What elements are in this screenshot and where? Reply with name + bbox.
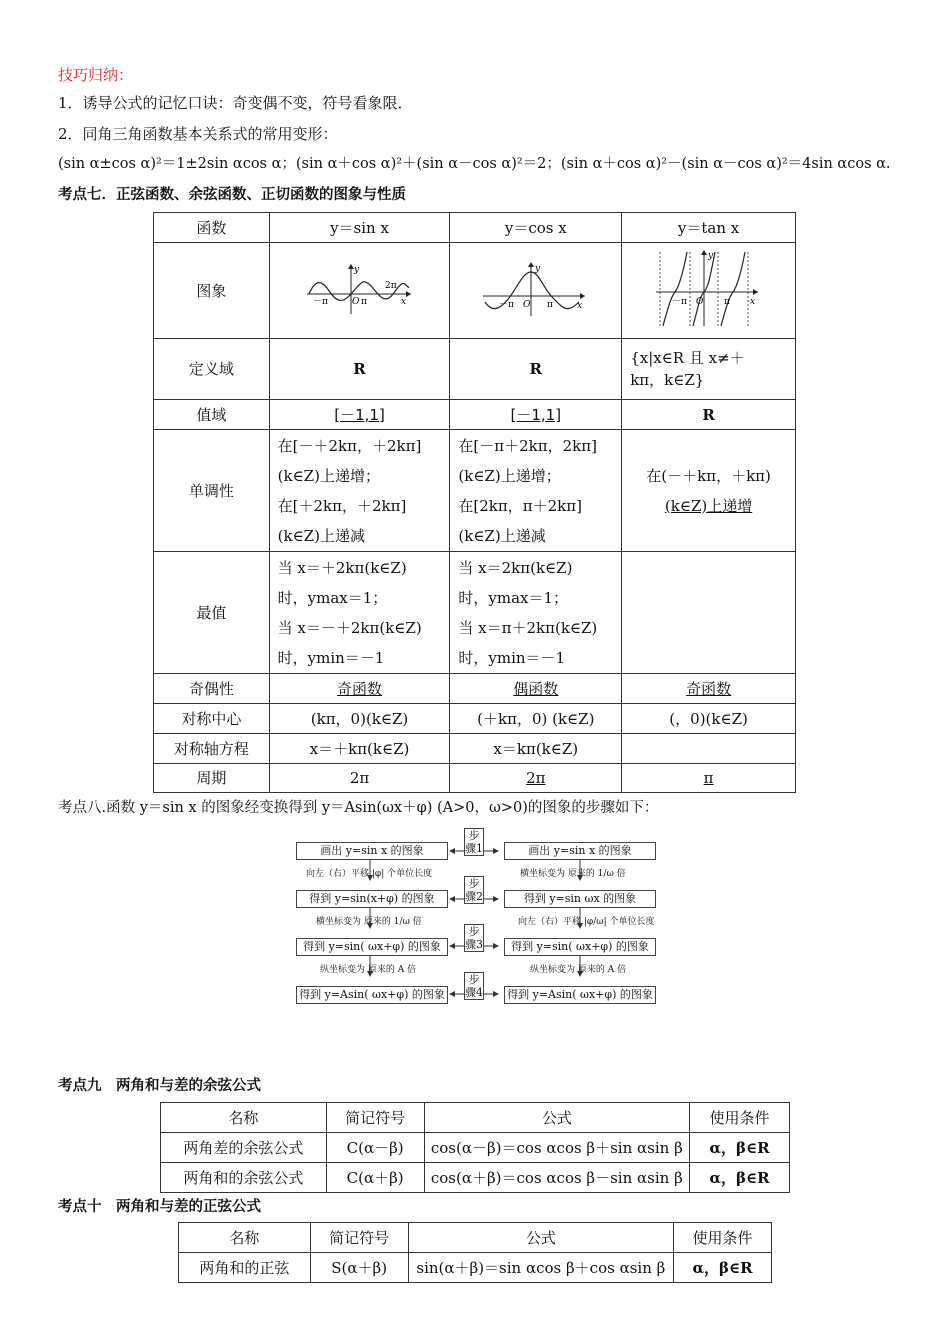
sin-pi-label: π [360,296,367,307]
sin-center: (kπ，0)(k∈Z) [269,704,450,734]
row-parity-label: 奇偶性 [154,674,270,704]
s9-row2-name: 两角和的余弦公式 [161,1163,327,1193]
tips-formula: (sin α±cos α)²＝1±2sin αcos α；(sin α＋cos α)²＋(sin α－cos α)²＝2；(sin α＋cos α)²－(sin α－cos α)²＝4sin αcos α. [58,156,891,172]
tan-domain [622,339,796,400]
sine-sum-table [178,1222,772,1283]
cos-domain: R [450,339,622,400]
tan-period: π [622,764,796,793]
sin-axis: x＝＋kπ(k∈Z) [269,734,450,764]
row-center-label: 对称中心 [154,704,270,734]
sin-graph-cell [269,243,450,339]
section8-title: 考点八.函数 y＝sin x 的图象经变换得到 y＝Asin(ωx＋φ) (A>0，ω>0)的图象的步骤如下： [58,800,659,816]
transformation-flowchart [292,826,664,1018]
s9-header-symbol: 简记符号 [326,1103,424,1133]
s9-header-name: 名称 [161,1103,327,1133]
left-note1: 向左（右）平移 |φ| 个单位长度 [306,869,433,879]
tan-y-label: y [707,250,713,261]
tan-pi-label: π [723,296,730,307]
row-period-label: 周期 [154,764,270,793]
right-note1: 横坐标变为 原来的 1/ω 倍 [520,869,626,879]
row-range-label: 值域 [154,400,270,430]
s9-row2-condition: α，β∈R [690,1163,790,1193]
cos-max-line4: 时，ymin＝－1 [458,648,566,667]
s9-row1-symbol: C(α－β) [326,1133,424,1163]
tan-graph-cell [622,243,796,339]
tan-origin-label: O [695,296,703,307]
cos-axis: x＝kπ(k∈Z) [450,734,622,764]
tan-range: R [622,400,796,430]
s10-header-name: 名称 [179,1223,311,1253]
cos-y-label: y [534,263,540,274]
sin-origin-label: O [351,296,359,307]
section7-title: 考点七．正弦函数、余弦函数、正切函数的图象与性质 [58,187,406,203]
tangent-graph [654,248,764,328]
step3-label: 步骤3 [465,925,483,951]
step1-label: 步骤1 [465,829,483,855]
cos-period: 2π [450,764,622,793]
sin-extrema [269,552,450,674]
s10-row1-name: 两角和的正弦 [179,1253,311,1283]
sin-mono-line4: (k∈Z)上递减 [277,526,365,545]
step4-label: 步骤4 [465,973,483,999]
s10-row1-symbol: S(α＋β) [310,1253,408,1283]
row-monotonic-label: 单调性 [154,430,270,552]
tan-center: (，0)(k∈Z) [622,704,796,734]
left-step4-box: 得到 y=Asin( ωx+φ) 的图象 [296,986,448,1004]
cos-mono-line3: 在[2kπ，π＋2kπ] [458,496,582,515]
s10-header-condition: 使用条件 [674,1223,772,1253]
cos-max-line3: 当 x＝π＋2kπ(k∈Z) [458,618,598,637]
right-step1-box: 画出 y=sin x 的图象 [504,842,656,860]
cos-mono-line4: (k∈Z)上递减 [458,526,546,545]
left-step3-box: 得到 y=sin( ωx+φ) 的图象 [296,938,448,956]
tips-heading: 技巧归纳： [58,66,134,84]
s9-header-formula: 公式 [424,1103,690,1133]
cos-origin-label: O [522,299,531,310]
cos-max-line1: 当 x＝2kπ(k∈Z) [458,558,573,577]
cos-graph-cell [450,243,622,339]
sin-mono-line1: 在[－＋2kπ，＋2kπ] [277,436,422,455]
cosine-sum-table [160,1102,790,1193]
cos-range: [－1,1] [450,400,622,430]
sin-mono-line3: 在[＋2kπ，＋2kπ] [277,496,407,515]
tan-mono-line1: 在(－＋kπ，＋kπ) [646,466,771,485]
tan-extrema [622,552,796,674]
right-note2: 向左（右）平移 |φ/ω| 个单位长度 [518,917,655,927]
tan-neg-pi-label: －π [671,296,687,307]
s9-row1-name: 两角差的余弦公式 [161,1133,327,1163]
cos-extrema [450,552,622,674]
s10-header-formula: 公式 [408,1223,673,1253]
sin-parity: 奇函数 [269,674,450,704]
row-graph-label: 图象 [154,243,270,339]
sine-graph [305,258,415,318]
tan-x-label: x [749,296,755,307]
cos-monotonic [450,430,622,552]
tan-domain-line2: kπ，k∈Z} [630,371,705,389]
tan-monotonic [622,430,796,552]
sin-neg-pi-label: －π [312,296,328,307]
sin-2pi-label: 2π [384,280,397,291]
right-step2-box: 得到 y=sin ωx 的图象 [504,890,656,908]
cos-mono-line2: (k∈Z)上递增； [458,466,561,485]
sin-max-line4: 时，ymin＝－1 [277,648,385,667]
step2-label: 步骤2 [465,877,483,903]
right-step4-box: 得到 y=Asin( ωx+φ) 的图象 [504,986,656,1004]
cos-neg-pi-label: －π [498,299,514,310]
cos-mono-line1: 在[－π＋2kπ，2kπ] [458,436,597,455]
tips-item-1: 1．诱导公式的记忆口诀：奇变偶不变，符号看象限． [58,94,413,112]
sin-monotonic [269,430,450,552]
cos-max-line2: 时，ymax＝1； [458,588,569,607]
s9-header-condition: 使用条件 [690,1103,790,1133]
s9-row1-condition: α，β∈R [690,1133,790,1163]
left-note2: 横坐标变为 原来的 1/ω 倍 [316,917,422,927]
left-note3: 纵坐标变为 原来的 A 倍 [320,965,417,975]
tan-axis [622,734,796,764]
left-step1-box: 画出 y=sin x 的图象 [296,842,448,860]
trig-properties-table [153,212,796,793]
s9-row1-formula: cos(α－β)＝cos αcos β＋sin αsin β [424,1133,690,1163]
cos-pi-label: π [546,299,553,310]
s10-row1-formula: sin(α＋β)＝sin αcos β＋cos αsin β [408,1253,673,1283]
tan-parity: 奇函数 [622,674,796,704]
tan-mono-line2: (k∈Z)上递增 [664,496,753,515]
right-note3: 纵坐标变为 原来的 A 倍 [530,965,627,975]
left-step2-box: 得到 y=sin(x+φ) 的图象 [296,890,448,908]
sin-max-line1: 当 x＝＋2kπ(k∈Z) [277,558,407,577]
s9-row2-formula: cos(α＋β)＝cos αcos β－sin αsin β [424,1163,690,1193]
s10-row1-condition: α，β∈R [674,1253,772,1283]
sin-max-line2: 时，ymax＝1； [277,588,388,607]
sin-range: [－1,1] [269,400,450,430]
cos-x-label: x [576,300,582,311]
s10-header-symbol: 简记符号 [310,1223,408,1253]
tips-item-2: 2．同角三角函数基本关系式的常用变形： [58,125,338,143]
sin-x-label: x [400,296,406,307]
row-extrema-label: 最值 [154,552,270,674]
row-axis-label: 对称轴方程 [154,734,270,764]
header-function: 函数 [154,213,270,243]
header-sin: y＝sin x [269,213,450,243]
sin-mono-line2: (k∈Z)上递增； [277,466,380,485]
sin-domain: R [269,339,450,400]
sin-y-label: y [353,264,359,275]
sin-max-line3: 当 x＝－＋2kπ(k∈Z) [277,618,422,637]
sin-period: 2π [269,764,450,793]
tan-domain-line1: {x|x∈R 且 x≠＋ [630,349,745,367]
cos-parity: 偶函数 [450,674,622,704]
s9-row2-symbol: C(α＋β) [326,1163,424,1193]
row-domain-label: 定义域 [154,339,270,400]
cos-center: (＋kπ，0) (k∈Z) [450,704,622,734]
section9-title: 考点九 两角和与差的余弦公式 [58,1078,261,1094]
header-tan: y＝tan x [622,213,796,243]
right-step3-box: 得到 y=sin( ωx+φ) 的图象 [504,938,656,956]
section10-title: 考点十 两角和与差的正弦公式 [58,1199,261,1215]
cosine-graph [481,258,591,318]
header-cos: y＝cos x [450,213,622,243]
